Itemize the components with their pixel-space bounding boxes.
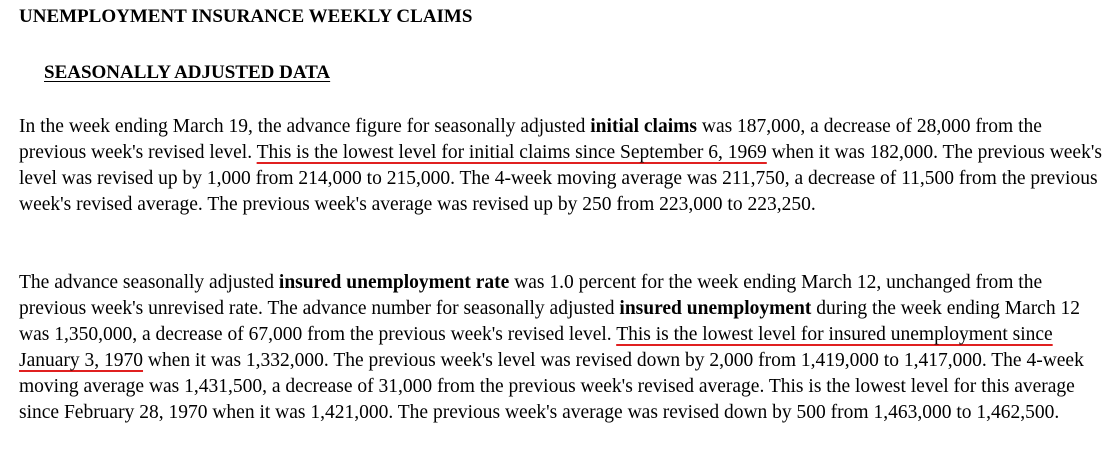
- highlighted-sentence-initial-claims: This is the lowest level for initial claims since September 6, 1969: [256, 142, 767, 163]
- document-title: UNEMPLOYMENT INSURANCE WEEKLY CLAIMS: [19, 6, 473, 27]
- text-span: when it was 1,332,000. The previous week's level was revised down by 2,000 from 1,419,000 to 1,417,000. The 4-week moving average was 1,431,500, a decrease of 31,000 from the previous week's revised average. This is the lowest level for this average since February 28, 1970 when it was 1,421,000. The previous week's average was revised down by 500 from 1,463,000 to 1,462,500.: [19, 350, 1084, 423]
- bold-term-initial-claims: initial claims: [590, 116, 697, 137]
- text-span: The advance seasonally adjusted: [19, 272, 279, 293]
- paragraph-initial-claims: [19, 114, 1107, 218]
- paragraph-insured-unemployment: [19, 270, 1107, 426]
- text-span: during the week ending March 12 was 1,350,000, a decrease of 67,000 from the previous week's revised level.: [19, 298, 1080, 345]
- text-span: In the week ending March 19, the advance figure for seasonally adjusted: [19, 116, 591, 137]
- text-span: was 1.0 percent for the week ending March 12, unchanged from the previous week's unrevised rate. The advance number for seasonally adjusted: [19, 272, 1043, 319]
- text-span: was 187,000, a decrease of 28,000 from the previous week's revised level.: [19, 116, 1042, 163]
- section-heading: SEASONALLY ADJUSTED DATA: [44, 62, 331, 83]
- text-span: when it was 182,000. The previous week's level was revised up by 1,000 from 214,000 to 215,000. The 4-week moving average was 211,750, a decrease of 11,500 from the previous week's revised average. The previous week's average was revised up by 250 from 223,000 to 223,250.: [19, 142, 1102, 215]
- highlighted-sentence-insured-unemployment: This is the lowest level for insured unemployment since January 3, 1970: [19, 324, 1053, 371]
- bold-term-insured-unemployment-rate: insured unemployment rate: [278, 272, 510, 293]
- bold-term-insured-unemployment: insured unemployment: [619, 298, 812, 319]
